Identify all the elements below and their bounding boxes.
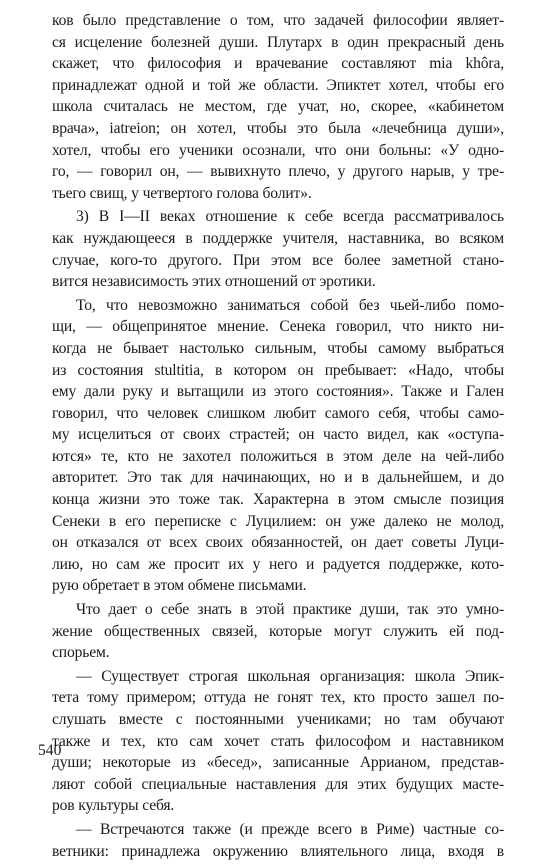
text-line: рую обретает в этом обмене письмами. (52, 577, 307, 595)
text-line: вится независимость этих отношений от эротики. (52, 273, 376, 291)
page-number: 540 (38, 742, 62, 759)
text-line: щи, — общепринятое мнение. Сенека говорил, что никто ни- (52, 318, 504, 336)
text-line: Сенеки в его переписке с Луцилием: он уже далеко не молод, (52, 512, 504, 530)
text-line: скажет, что философия и врачевание составляют mia khôra, (52, 55, 504, 73)
text-line: также и тех, кто сам хочет стать философом и наставником (52, 732, 504, 750)
paragraph (52, 666, 504, 817)
text-line: ему дали руку и вытащили из этого состояния». Также и Гален (52, 383, 504, 401)
text-line: ся исцеление болезней души. Плутарх в один прекрасный день (52, 33, 504, 51)
text-line: го, — говорил он, — вывихнуто плечо, у другого нарыв, у тре- (52, 163, 504, 181)
text-line: лию, но сам же просит их у него и радуется поддержке, кото- (52, 555, 504, 573)
text-line: слушать вместе с постоянными учениками; но там обучают (52, 711, 504, 728)
text-line: конца жизни это тоже так. Характерна в этом смысле позиция (52, 491, 504, 509)
text-line: хотел, чтобы его ученики осознали, что они больны: «У одно- (52, 141, 504, 159)
text-line: души; некоторые из «бесед», записанные Аррианом, представ- (52, 754, 504, 772)
text-line: тьего свищ, у четвертого голова болит». (52, 184, 312, 202)
paragraph (52, 295, 504, 597)
text-line: как нуждающееся в поддержке учителя, наставника, во всяком (52, 229, 504, 247)
page-body (52, 10, 504, 864)
text-line: из состояния stultitia, в котором он пребывает: «Надо, чтобы (52, 361, 504, 379)
text-line: врача», iatreion; он хотел, чтобы это была «лечебница души», (52, 119, 504, 137)
text-line: ков было представление о том, что задачей философии являет- (52, 12, 504, 29)
text-line: ров культуры себя. (52, 797, 175, 815)
text-line: говорил, что человек слишком любит самого себя, чтобы само- (52, 404, 504, 422)
text-line: — Встречаются также (и прежде всего в Риме) частные со- (76, 820, 504, 838)
text-line: школа считалась не местом, где учат, но, скорее, «кабинетом (52, 98, 504, 116)
text-line: жение общественных связей, которые могут служить ей под- (52, 622, 504, 640)
text-line: — Существует строгая школьная организация: школа Эпик- (76, 667, 504, 685)
text-line: ляют собой специальные наставления для этих будущих масте- (52, 775, 504, 793)
text-line: То, что невозможно заниматься собой без чьей-либо помо- (76, 296, 504, 314)
paragraph (52, 599, 504, 664)
paragraph (52, 206, 504, 292)
text-line: авторитет. Это так для начинающих, но и в дальнейшем, и до (52, 469, 504, 487)
paragraph (52, 819, 504, 862)
paragraph (52, 10, 504, 204)
text-line: Что дает о себе знать в этой практике души, так это умно- (76, 601, 504, 619)
text-line: случае, кого-то другого. При этом все более заметной стано- (52, 251, 504, 269)
text-line: тета тому примером; оттуда не гонят тех, кто просто зашел по- (52, 689, 504, 707)
text-line: спорьем. (52, 644, 110, 662)
text-line: когда не бывает настолько сильным, чтобы самому выбраться (52, 339, 504, 357)
text-line: му исцелиться от своих страстей; он часто видел, как «оступа- (52, 426, 504, 444)
text-line: 3) В I—II веках отношение к себе всегда рассматривалось (76, 208, 504, 226)
text-line: принадлежат одной и той же области. Эпиктет хотел, чтобы его (52, 76, 504, 94)
text-line: ветники: принадлежа окружению влиятельного лица, входя в (52, 842, 504, 860)
text-line: ются» те, кто не захотел положиться в этом деле на чей-либо (52, 447, 504, 465)
text-line: он отказался от всех своих обязанностей, он дает советы Луци- (52, 534, 504, 552)
